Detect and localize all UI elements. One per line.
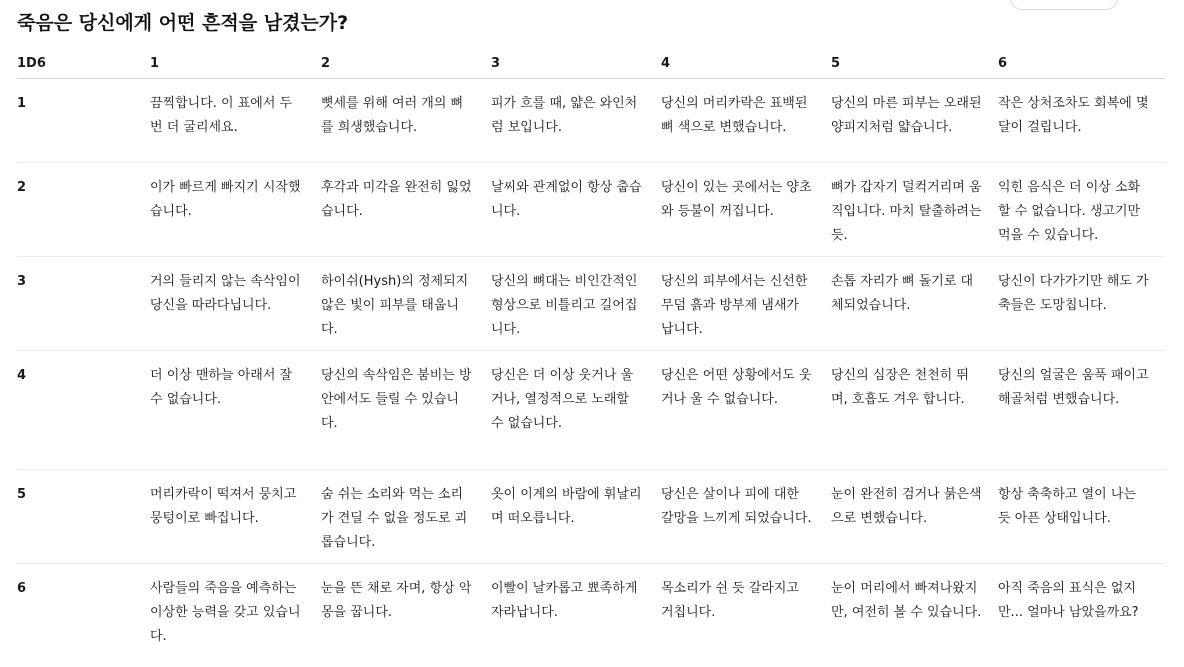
table-cell: 눈이 머리에서 빠져나왔지만, 여전히 볼 수 있습니다.	[831, 564, 998, 667]
table-cell: 피가 흐를 때, 얇은 와인처럼 보입니다.	[491, 79, 661, 163]
table-row	[17, 163, 1165, 257]
row-label: 2	[17, 163, 150, 257]
table-cell: 당신의 속삭임은 붐비는 방 안에서도 들릴 수 있습니다.	[321, 351, 491, 470]
table-cell: 뼈가 갑자기 덜컥거리며 움직입니다. 마치 탈출하려는 듯.	[831, 163, 998, 257]
table-cell: 머리카락이 떡져서 뭉치고 뭉텅이로 빠집니다.	[150, 470, 321, 564]
table-cell: 아직 죽음의 표식은 없지만... 얼마나 남았을까요?	[998, 564, 1165, 667]
table-cell: 이가 빠르게 빠지기 시작했습니다.	[150, 163, 321, 257]
table-cell: 당신의 심장은 천천히 뛰며, 호흡도 겨우 합니다.	[831, 351, 998, 470]
table-cell: 숨 쉬는 소리와 먹는 소리가 견딜 수 없을 정도로 괴롭습니다.	[321, 470, 491, 564]
table-cell: 당신의 머리카락은 표백된 뼈 색으로 변했습니다.	[661, 79, 831, 163]
table-cell: 후각과 미각을 완전히 잃었습니다.	[321, 163, 491, 257]
table-cell: 끔찍합니다. 이 표에서 두 번 더 굴리세요.	[150, 79, 321, 163]
table-cell: 당신이 있는 곳에서는 양초와 등불이 꺼집니다.	[661, 163, 831, 257]
table-cell: 사람들의 죽음을 예측하는 이상한 능력을 갖고 있습니다.	[150, 564, 321, 667]
table-cell: 당신의 뼈대는 비인간적인 형상으로 비틀리고 길어집니다.	[491, 257, 661, 351]
table-header-row	[17, 52, 1165, 79]
column-header: 5	[831, 52, 998, 79]
table-row	[17, 257, 1165, 351]
table-row	[17, 564, 1165, 667]
table-cell: 눈이 완전히 검거나 붉은색으로 변했습니다.	[831, 470, 998, 564]
column-header: 3	[491, 52, 661, 79]
column-header: 6	[998, 52, 1165, 79]
table-cell: 당신의 얼굴은 움푹 패이고 해골처럼 변했습니다.	[998, 351, 1165, 470]
death-marks-table	[17, 52, 1165, 667]
table-cell: 당신의 피부에서는 신선한 무덤 흙과 방부제 냄새가 납니다.	[661, 257, 831, 351]
top-button[interactable]	[1010, 0, 1118, 10]
table-cell: 당신은 더 이상 웃거나 울거나, 열정적으로 노래할 수 없습니다.	[491, 351, 661, 470]
table-cell: 더 이상 맨하늘 아래서 잘 수 없습니다.	[150, 351, 321, 470]
row-label: 4	[17, 351, 150, 470]
table-cell: 하이쉬(Hysh)의 정제되지 않은 빛이 피부를 태웁니다.	[321, 257, 491, 351]
table-row	[17, 351, 1165, 470]
table-cell: 이빨이 날카롭고 뾰족하게 자라납니다.	[491, 564, 661, 667]
table-cell: 뼛세를 위해 여러 개의 뼈를 희생했습니다.	[321, 79, 491, 163]
row-label: 5	[17, 470, 150, 564]
table-cell: 눈을 뜬 채로 자며, 항상 악몽을 꿉니다.	[321, 564, 491, 667]
table-cell: 당신이 다가가기만 해도 가축들은 도망칩니다.	[998, 257, 1165, 351]
column-header: 1D6	[17, 52, 150, 79]
table-cell: 익힌 음식은 더 이상 소화할 수 없습니다. 생고기만 먹을 수 있습니다.	[998, 163, 1165, 257]
table-cell: 날씨와 관계없이 항상 춥습니다.	[491, 163, 661, 257]
table-cell: 작은 상처조차도 회복에 몇 달이 걸립니다.	[998, 79, 1165, 163]
row-label: 3	[17, 257, 150, 351]
column-header: 2	[321, 52, 491, 79]
table-cell: 당신의 마른 피부는 오래된 양피지처럼 얇습니다.	[831, 79, 998, 163]
table-cell: 당신은 살이나 피에 대한 갈망을 느끼게 되었습니다.	[661, 470, 831, 564]
table-row	[17, 470, 1165, 564]
table-cell: 항상 축축하고 열이 나는 듯 아픈 상태입니다.	[998, 470, 1165, 564]
table-cell: 목소리가 쉰 듯 갈라지고 거칩니다.	[661, 564, 831, 667]
row-label: 6	[17, 564, 150, 667]
table-cell: 당신은 어떤 상황에서도 웃거나 울 수 없습니다.	[661, 351, 831, 470]
column-header: 4	[661, 52, 831, 79]
page-title: 죽음은 당신에게 어떤 흔적을 남겼는가?	[17, 10, 348, 36]
table-cell: 옷이 이계의 바람에 휘날리며 떠오릅니다.	[491, 470, 661, 564]
row-label: 1	[17, 79, 150, 163]
column-header: 1	[150, 52, 321, 79]
table-row	[17, 79, 1165, 163]
table-cell: 손톱 자리가 뼈 돌기로 대체되었습니다.	[831, 257, 998, 351]
table-cell: 거의 들리지 않는 속삭임이 당신을 따라다닙니다.	[150, 257, 321, 351]
